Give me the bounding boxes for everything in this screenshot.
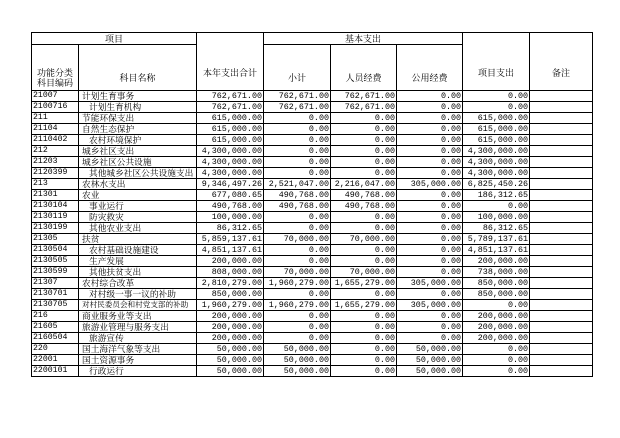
code-cell: 216 [32,311,79,322]
personnel-cell: 70,000.00 [331,234,397,245]
table-row [32,223,593,234]
total-cell: 677,080.65 [197,190,264,201]
public-cell: 0.00 [397,201,463,212]
remark-cell [530,212,593,223]
subtotal-cell: 0.00 [264,256,331,267]
header-remark: 备注 [530,33,593,91]
project-cell: 0.00 [463,344,530,355]
total-cell: 1,960,279.00 [197,300,264,311]
name-cell: 防灾救灾 [79,212,197,223]
header-subtotal: 小计 [264,45,331,91]
table-row [32,124,593,135]
expenditure-table [31,32,593,377]
total-cell: 615,000.00 [197,135,264,146]
table-row [32,322,593,333]
code-cell: 21301 [32,190,79,201]
table-row [32,102,593,113]
public-cell: 0.00 [397,135,463,146]
code-cell: 2130705 [32,300,79,311]
remark-cell [530,201,593,212]
name-cell: 对村级一事一议的补助 [79,289,197,300]
table-row [32,157,593,168]
public-cell: 50,000.00 [397,366,463,377]
subtotal-cell: 50,000.00 [264,366,331,377]
subtotal-cell: 490,768.00 [264,201,331,212]
subtotal-cell: 0.00 [264,113,331,124]
code-cell: 213 [32,179,79,190]
public-cell: 0.00 [397,289,463,300]
personnel-cell: 0.00 [331,333,397,344]
subtotal-cell: 0.00 [264,124,331,135]
table-row [32,355,593,366]
subtotal-cell: 70,000.00 [264,267,331,278]
name-cell: 农村环境保护 [79,135,197,146]
header-project: 项目支出 [463,33,530,91]
code-cell: 2160504 [32,333,79,344]
name-cell: 生产发展 [79,256,197,267]
name-cell: 对村民委员会和村党支部的补助 [79,300,197,311]
header-code [32,45,79,91]
name-cell: 农林水支出 [79,179,197,190]
total-cell: 100,000.00 [197,212,264,223]
personnel-cell: 762,671.00 [331,102,397,113]
personnel-cell: 0.00 [331,157,397,168]
table-row [32,278,593,289]
subtotal-cell: 0.00 [264,223,331,234]
personnel-cell: 0.00 [331,366,397,377]
code-cell: 2130504 [32,245,79,256]
subtotal-cell: 50,000.00 [264,355,331,366]
code-cell: 2110402 [32,135,79,146]
project-cell: 850,000.00 [463,289,530,300]
remark-cell [530,146,593,157]
name-cell: 其他农业支出 [79,223,197,234]
project-cell: 100,000.00 [463,212,530,223]
name-cell: 事业运行 [79,201,197,212]
public-cell: 0.00 [397,212,463,223]
personnel-cell: 1,655,279.00 [331,278,397,289]
code-cell: 211 [32,113,79,124]
personnel-cell: 490,768.00 [331,190,397,201]
code-cell: 2130199 [32,223,79,234]
total-cell: 850,000.00 [197,289,264,300]
table-header [32,33,593,91]
project-cell: 186,312.65 [463,190,530,201]
project-cell: 4,851,137.61 [463,245,530,256]
total-cell: 615,000.00 [197,113,264,124]
total-cell: 762,671.00 [197,102,264,113]
remark-cell [530,289,593,300]
table-row [32,245,593,256]
public-cell: 0.00 [397,190,463,201]
total-cell: 4,300,000.00 [197,157,264,168]
remark-cell [530,300,593,311]
total-cell: 4,300,000.00 [197,146,264,157]
code-cell: 212 [32,146,79,157]
project-cell: 200,000.00 [463,322,530,333]
code-cell: 2130119 [32,212,79,223]
total-cell: 86,312.65 [197,223,264,234]
code-cell: 220 [32,344,79,355]
header-basic-group: 基本支出 [264,33,463,45]
name-cell: 农业 [79,190,197,201]
personnel-cell: 70,000.00 [331,267,397,278]
table-row [32,256,593,267]
remark-cell [530,91,593,102]
subtotal-cell: 762,671.00 [264,102,331,113]
personnel-cell: 0.00 [331,256,397,267]
code-cell: 21305 [32,234,79,245]
subtotal-cell: 1,960,279.00 [264,300,331,311]
code-cell: 2130505 [32,256,79,267]
public-cell: 0.00 [397,234,463,245]
public-cell: 0.00 [397,113,463,124]
remark-cell [530,278,593,289]
project-cell: 615,000.00 [463,124,530,135]
remark-cell [530,190,593,201]
remark-cell [530,223,593,234]
table-row [32,212,593,223]
personnel-cell: 0.00 [331,168,397,179]
subtotal-cell: 0.00 [264,157,331,168]
table-row [32,300,593,311]
public-cell: 0.00 [397,311,463,322]
subtotal-cell: 0.00 [264,322,331,333]
name-cell: 行政运行 [79,366,197,377]
table-row [32,190,593,201]
header-row-top [32,33,593,45]
table-row [32,267,593,278]
header-code-label: 功能分类科目编码 [36,67,73,88]
personnel-cell: 0.00 [331,212,397,223]
name-cell: 国土海洋气象等支出 [79,344,197,355]
name-cell: 旅游业管理与服务支出 [79,322,197,333]
code-cell: 2130104 [32,201,79,212]
table-row [32,146,593,157]
name-cell: 其他城乡社区公共设施支出 [79,168,197,179]
remark-cell [530,124,593,135]
project-cell: 850,000.00 [463,278,530,289]
header-public: 公用经费 [397,45,463,91]
public-cell: 0.00 [397,146,463,157]
remark-cell [530,135,593,146]
remark-cell [530,157,593,168]
table-row [32,91,593,102]
public-cell: 0.00 [397,245,463,256]
public-cell: 0.00 [397,267,463,278]
personnel-cell: 0.00 [331,223,397,234]
name-cell: 其他扶贫支出 [79,267,197,278]
remark-cell [530,256,593,267]
remark-cell [530,267,593,278]
subtotal-cell: 0.00 [264,168,331,179]
project-cell: 5,789,137.61 [463,234,530,245]
project-cell: 0.00 [463,91,530,102]
public-cell: 0.00 [397,322,463,333]
subtotal-cell: 762,671.00 [264,91,331,102]
personnel-cell: 490,768.00 [331,201,397,212]
project-cell: 0.00 [463,366,530,377]
name-cell: 国土资源事务 [79,355,197,366]
project-cell: 200,000.00 [463,256,530,267]
table-row [32,179,593,190]
code-cell: 21104 [32,124,79,135]
remark-cell [530,102,593,113]
subtotal-cell: 0.00 [264,146,331,157]
project-cell: 0.00 [463,300,530,311]
personnel-cell: 0.00 [331,124,397,135]
personnel-cell: 0.00 [331,355,397,366]
remark-cell [530,168,593,179]
name-cell: 城乡社区公共设施 [79,157,197,168]
subtotal-cell: 490,768.00 [264,190,331,201]
public-cell: 50,000.00 [397,355,463,366]
name-cell: 计划生育事务 [79,91,197,102]
project-cell: 4,300,000.00 [463,157,530,168]
public-cell: 0.00 [397,333,463,344]
header-total: 本年支出合计 [197,33,264,91]
public-cell: 0.00 [397,91,463,102]
name-cell: 旅游宣传 [79,333,197,344]
personnel-cell: 0.00 [331,322,397,333]
subtotal-cell: 70,000.00 [264,234,331,245]
code-cell: 2130701 [32,289,79,300]
public-cell: 0.00 [397,124,463,135]
name-cell: 城乡社区支出 [79,146,197,157]
remark-cell [530,311,593,322]
name-cell: 农村综合改革 [79,278,197,289]
total-cell: 490,768.00 [197,201,264,212]
public-cell: 305,000.00 [397,278,463,289]
public-cell: 0.00 [397,157,463,168]
header-name: 科目名称 [79,45,197,91]
personnel-cell: 762,671.00 [331,91,397,102]
public-cell: 0.00 [397,256,463,267]
code-cell: 2200101 [32,366,79,377]
project-cell: 0.00 [463,355,530,366]
name-cell: 自然生态保护 [79,124,197,135]
remark-cell [530,344,593,355]
subtotal-cell: 0.00 [264,212,331,223]
table-row [32,366,593,377]
subtotal-cell: 0.00 [264,135,331,146]
table-row [32,311,593,322]
project-cell: 615,000.00 [463,113,530,124]
table-row [32,113,593,124]
remark-cell [530,355,593,366]
code-cell: 21007 [32,91,79,102]
project-cell: 6,825,450.26 [463,179,530,190]
remark-cell [530,245,593,256]
total-cell: 50,000.00 [197,355,264,366]
total-cell: 200,000.00 [197,256,264,267]
public-cell: 305,000.00 [397,300,463,311]
personnel-cell: 0.00 [331,135,397,146]
project-cell: 4,300,000.00 [463,168,530,179]
remark-cell [530,333,593,344]
remark-cell [530,234,593,245]
project-cell: 200,000.00 [463,311,530,322]
project-cell: 0.00 [463,102,530,113]
total-cell: 2,810,279.00 [197,278,264,289]
personnel-cell: 0.00 [331,245,397,256]
personnel-cell: 1,655,279.00 [331,300,397,311]
name-cell: 农村基础设施建设 [79,245,197,256]
total-cell: 762,671.00 [197,91,264,102]
personnel-cell: 0.00 [331,113,397,124]
subtotal-cell: 50,000.00 [264,344,331,355]
project-cell: 0.00 [463,201,530,212]
total-cell: 50,000.00 [197,344,264,355]
subtotal-cell: 0.00 [264,311,331,322]
table-body [32,91,593,377]
subtotal-cell: 0.00 [264,289,331,300]
subtotal-cell: 1,960,279.00 [264,278,331,289]
total-cell: 4,300,000.00 [197,168,264,179]
name-cell: 节能环保支出 [79,113,197,124]
subtotal-cell: 0.00 [264,333,331,344]
project-cell: 4,300,000.00 [463,146,530,157]
header-project-group: 项目 [32,33,197,45]
table-row [32,201,593,212]
public-cell: 0.00 [397,102,463,113]
personnel-cell: 0.00 [331,311,397,322]
code-cell: 21605 [32,322,79,333]
total-cell: 615,000.00 [197,124,264,135]
remark-cell [530,322,593,333]
code-cell: 2120399 [32,168,79,179]
total-cell: 200,000.00 [197,322,264,333]
public-cell: 0.00 [397,223,463,234]
subtotal-cell: 0.00 [264,245,331,256]
name-cell: 计划生育机构 [79,102,197,113]
public-cell: 50,000.00 [397,344,463,355]
total-cell: 9,346,497.26 [197,179,264,190]
remark-cell [530,113,593,124]
total-cell: 5,859,137.61 [197,234,264,245]
header-personnel: 人员经费 [331,45,397,91]
public-cell: 305,000.00 [397,179,463,190]
name-cell: 商业服务业等支出 [79,311,197,322]
personnel-cell: 2,216,047.00 [331,179,397,190]
project-cell: 738,000.00 [463,267,530,278]
total-cell: 808,000.00 [197,267,264,278]
total-cell: 50,000.00 [197,366,264,377]
table-row [32,289,593,300]
code-cell: 2130599 [32,267,79,278]
personnel-cell: 0.00 [331,289,397,300]
table-row [32,234,593,245]
total-cell: 200,000.00 [197,333,264,344]
table-row [32,333,593,344]
remark-cell [530,179,593,190]
code-cell: 21203 [32,157,79,168]
project-cell: 200,000.00 [463,333,530,344]
code-cell: 22001 [32,355,79,366]
subtotal-cell: 2,521,047.00 [264,179,331,190]
personnel-cell: 0.00 [331,344,397,355]
total-cell: 200,000.00 [197,311,264,322]
project-cell: 615,000.00 [463,135,530,146]
name-cell: 扶贫 [79,234,197,245]
total-cell: 4,851,137.61 [197,245,264,256]
project-cell: 86,312.65 [463,223,530,234]
remark-cell [530,366,593,377]
table-row [32,344,593,355]
table-row [32,135,593,146]
personnel-cell: 0.00 [331,146,397,157]
public-cell: 0.00 [397,168,463,179]
code-cell: 21307 [32,278,79,289]
table-row [32,168,593,179]
code-cell: 2100716 [32,102,79,113]
